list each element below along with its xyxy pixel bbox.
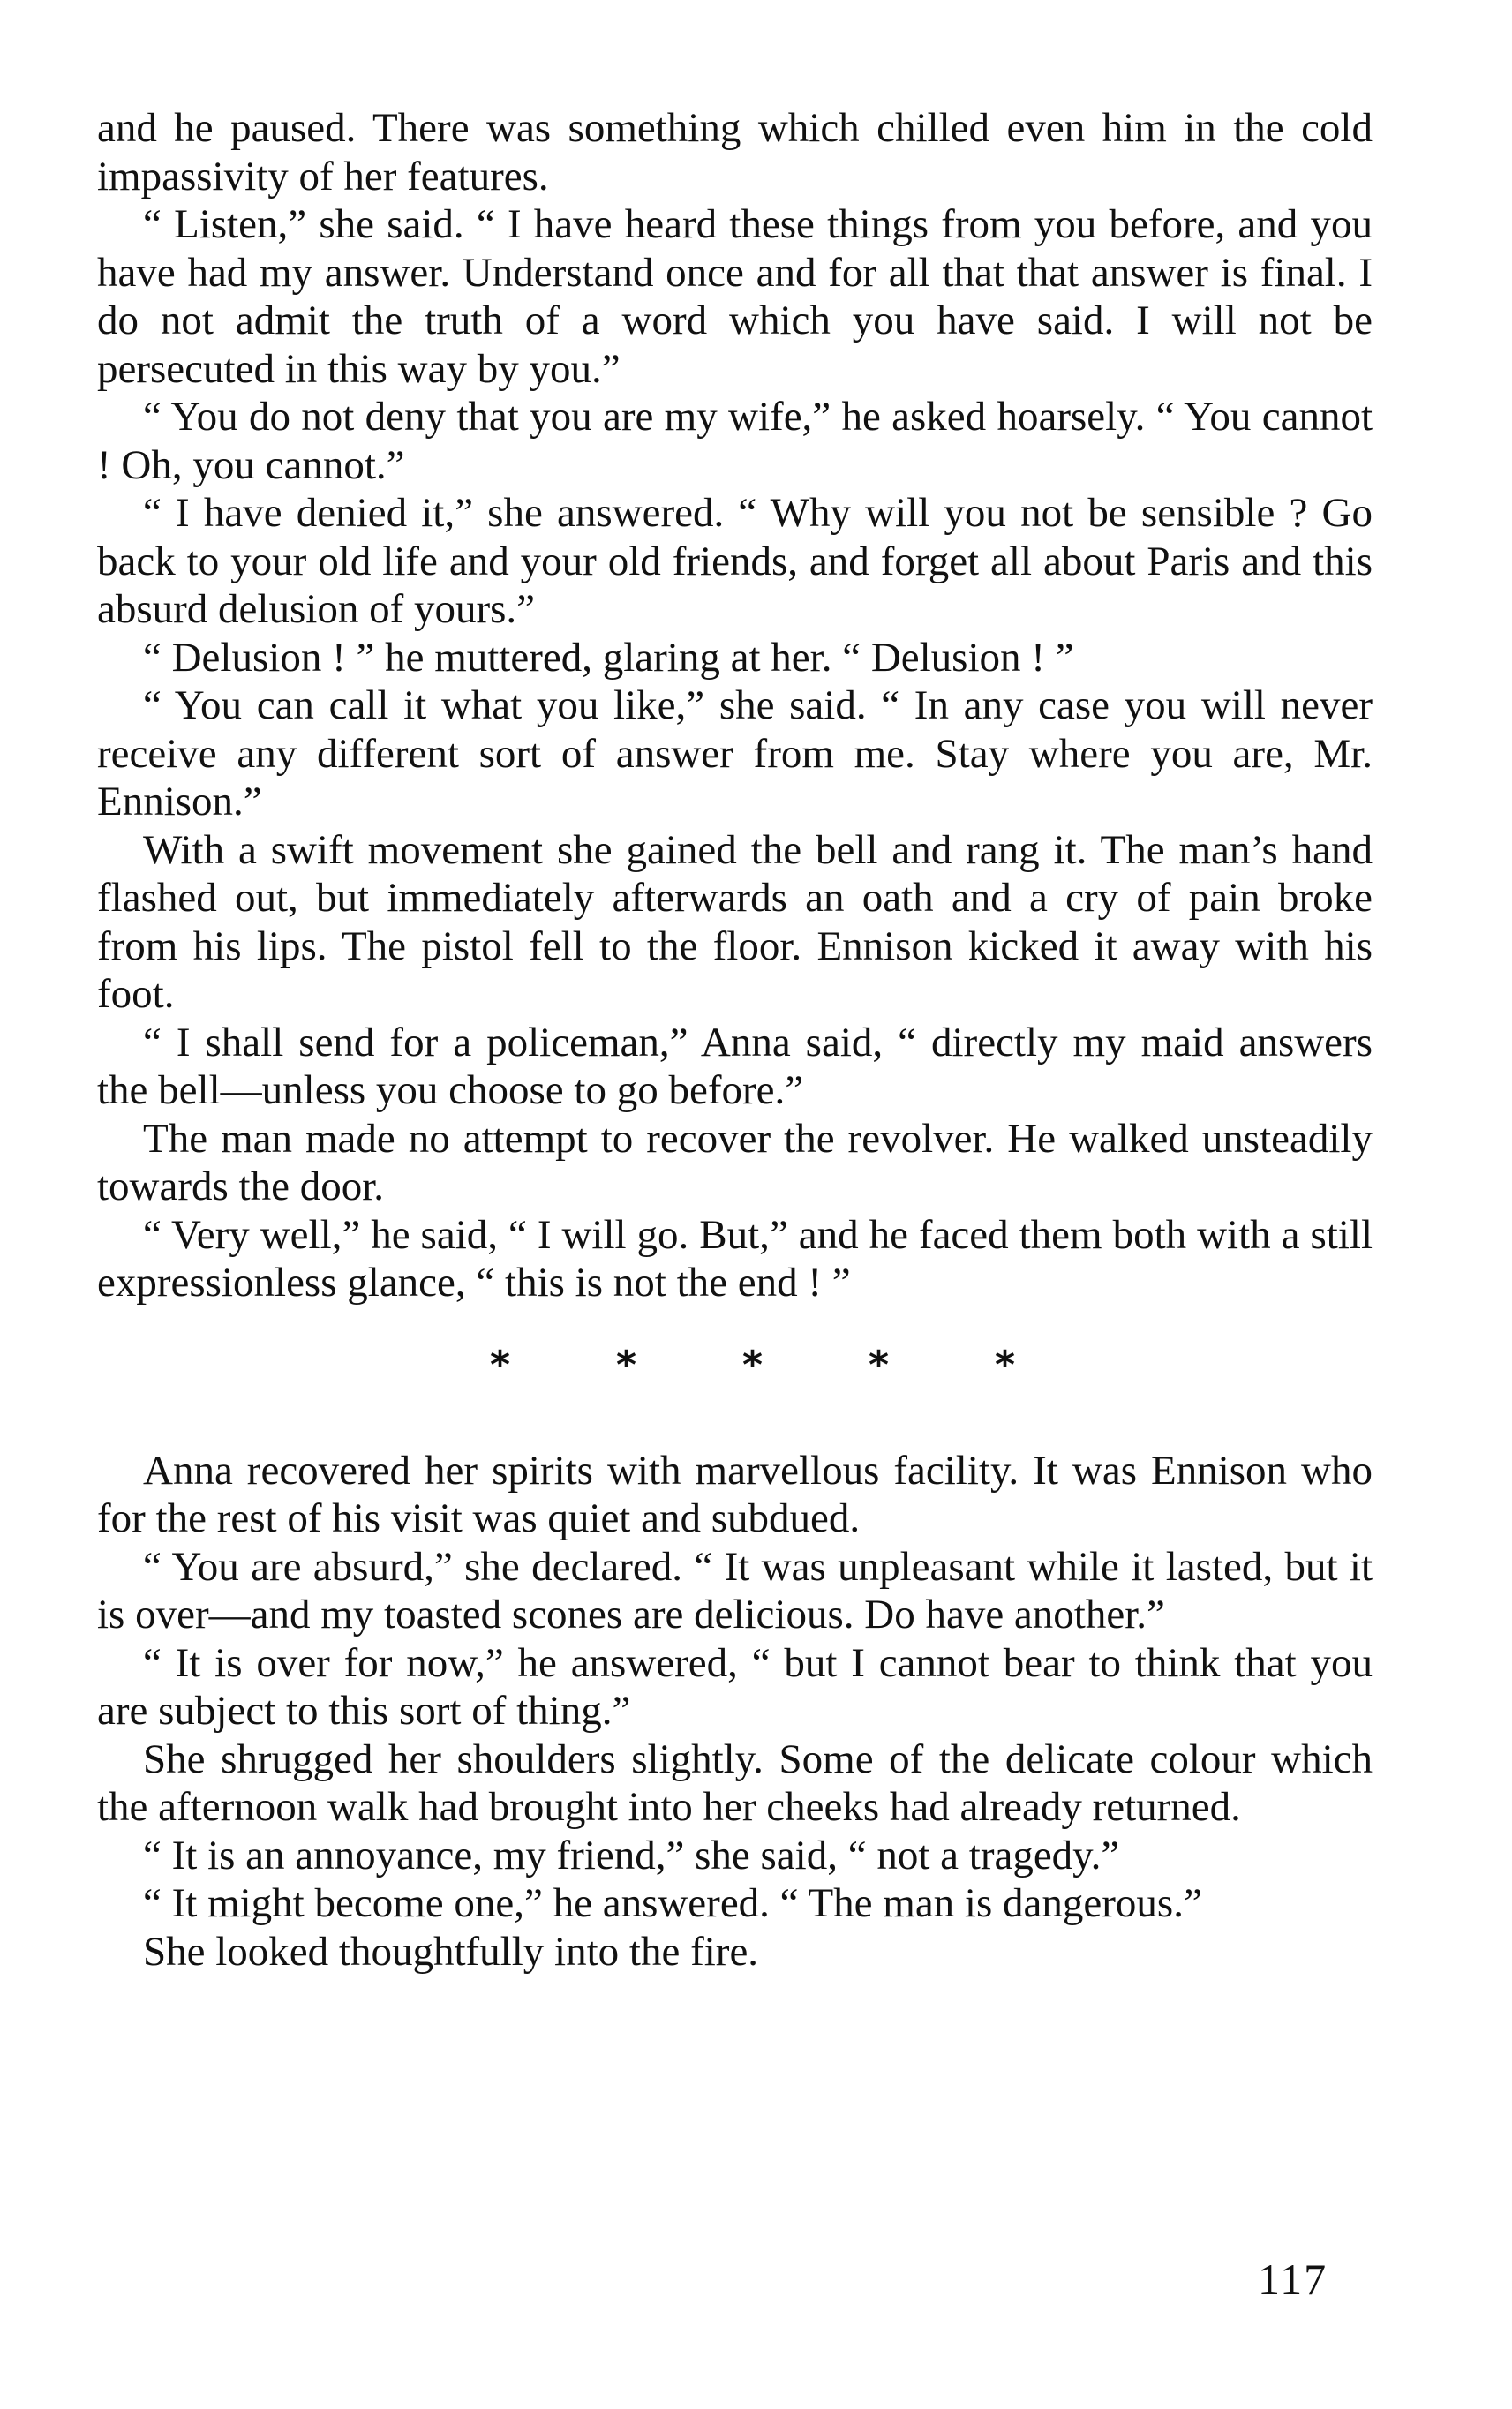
paragraph: “ You can call it what you like,” she said. “ In any case you will never receive any different sort of answer from me. Stay where you are, Mr. Ennison.” [97,682,1373,824]
paragraph: “ Listen,” she said. “ I have heard these things from you before, and you have had my answer. Understand once and for all that that answer is final. I do not admit the truth of a word which you have said. I will not be persecuted in this way by you.” [97,201,1373,392]
paragraph: “ I have denied it,” she answered. “ Why will you not be sensible ? Go back to your old life and your old friends, and forget all about Paris and this absurd delusion of yours.” [97,490,1373,632]
section-break-star: * [489,1342,510,1388]
paragraph: “ It is an annoyance, my friend,” she said, “ not a tragedy.” [143,1832,1120,1878]
paragraph: She shrugged her shoulders slightly. Some of the delicate colour which the afternoon walk had brought into her cheeks had already returned. [97,1735,1373,1830]
paragraph: She looked thoughtfully into the fire. [143,1928,759,1975]
paragraph: “ Delusion ! ” he muttered, glaring at her. “ Delusion ! ” [143,634,1074,681]
section-break-star: * [741,1342,763,1388]
paragraph: “ It is over for now,” he answered, “ but I cannot bear to think that you are subject to this sort of thing.” [97,1639,1373,1734]
section-break-star: * [869,1342,890,1388]
section-break [97,1307,1373,1424]
section-break-spacer [97,1424,1373,1447]
paragraph: and he paused. There was something which chilled even him in the cold impassivity of her features. [97,105,1373,199]
section-break-star: * [615,1342,636,1388]
paragraph: “ It might become one,” he answered. “ The man is dangerous.” [143,1880,1202,1926]
paragraph: With a swift movement she gained the bell and rang it. The man’s hand flashed out, but immediately afterwards an oath and a cry of pain broke from his lips. The pistol fell to the floor. Ennison kicked it away with his foot. [97,826,1373,1017]
paragraph: “ Very well,” he said, “ I will go. But,” and he faced them both with a still expressionless glance, “ this is not the end ! ” [97,1211,1373,1306]
paragraph: “ You are absurd,” she declared. “ It was unpleasant while it lasted, but it is over—and my toasted scones are delicious. Do have another.” [97,1543,1373,1637]
paragraph: “ You do not deny that you are my wife,” he asked hoarsely. “ You cannot ! Oh, you cannot.” [97,394,1373,488]
page-number: 117 [1258,2255,1328,2304]
paragraph: “ I shall send for a policeman,” Anna said, “ directly my maid answers the bell—unless you choose to go before.” [97,1019,1373,1113]
section-break-star: * [995,1342,1016,1388]
paragraph: The man made no attempt to recover the revolver. He walked unsteadily towards the door. [97,1115,1373,1209]
page-body [97,104,1373,1976]
paragraph: Anna recovered her spirits with marvellous facility. It was Ennison who for the rest of his visit was quiet and subdued. [97,1447,1373,1541]
